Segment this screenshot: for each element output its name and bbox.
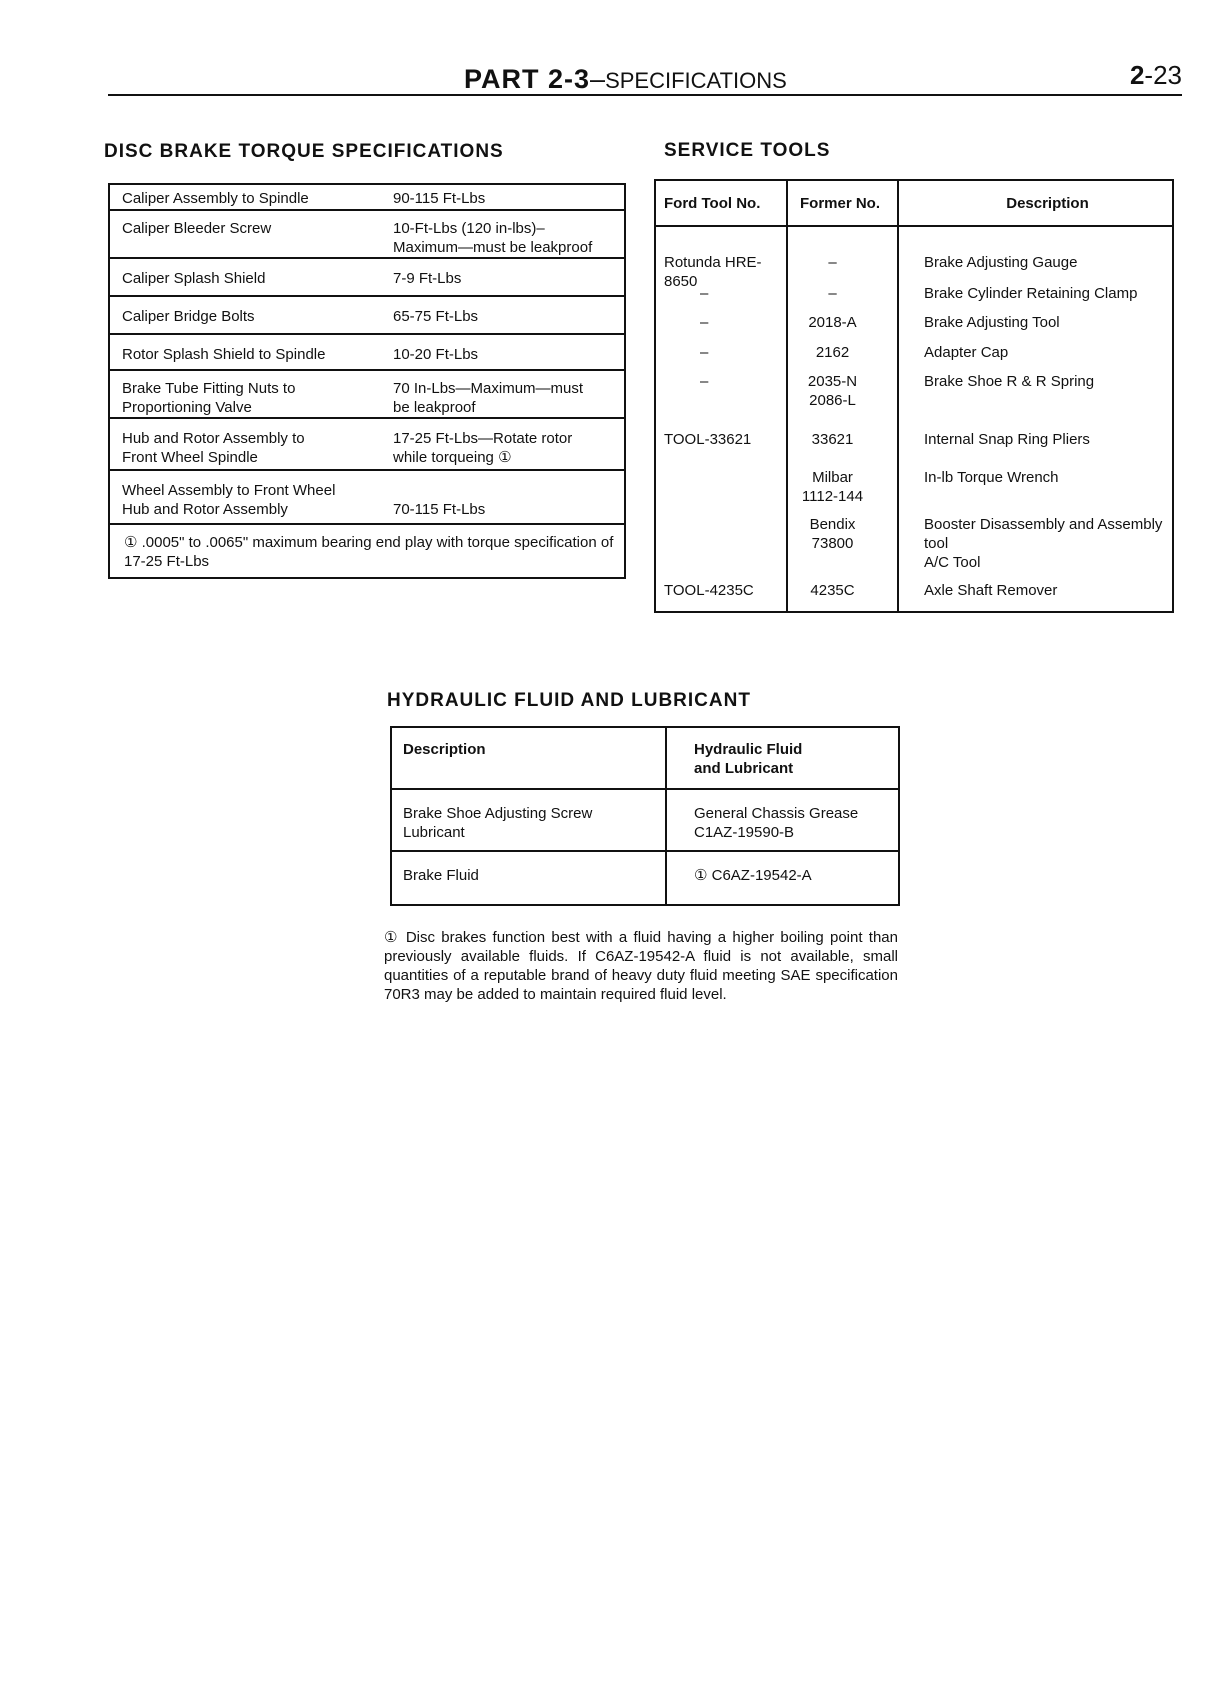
hydraulic-description: Brake Shoe Adjusting Screw Lubricant xyxy=(392,790,667,850)
ford-tool-no xyxy=(656,468,788,506)
hydraulic-description: Brake Fluid xyxy=(392,852,667,904)
column-header: Former No. xyxy=(788,181,899,225)
ford-tool-no: – xyxy=(700,314,709,331)
table-row xyxy=(110,335,624,371)
disc-item: Brake Tube Fitting Nuts to Proportioning Valve xyxy=(122,380,296,416)
former-no: Milbar 1112-144 xyxy=(801,469,864,505)
disc-spec: 70 In-Lbs—Maximum—must be leakproof xyxy=(393,380,584,416)
disc-brake-table xyxy=(108,183,626,579)
ford-tool-no: – xyxy=(700,373,709,390)
ford-tool-no: Rotunda HRE-8650 xyxy=(664,254,762,290)
former-no: 4235C xyxy=(810,582,855,599)
table-row xyxy=(656,343,1172,362)
table-row xyxy=(656,515,1172,572)
table-row xyxy=(110,297,624,335)
disc-spec: 10-Ft-Lbs (120 in-lbs)– Maximum—must be leakproof xyxy=(393,220,593,256)
former-no: Bendix 73800 xyxy=(809,516,856,552)
disc-item: Caliper Bridge Bolts xyxy=(122,308,255,325)
tool-description: Adapter Cap xyxy=(924,344,1009,361)
table-header-row xyxy=(392,728,898,790)
disc-item: Rotor Splash Shield to Spindle xyxy=(122,346,326,363)
disc-item: Hub and Rotor Assembly to Front Wheel Spindle xyxy=(122,430,305,466)
ford-tool-no xyxy=(656,515,788,572)
disc-footnote: ① .0005" to .0065" maximum bearing end play with torque specification of 17-25 Ft-Lbs xyxy=(124,534,614,570)
disc-spec: 65-75 Ft-Lbs xyxy=(393,308,479,325)
table-row xyxy=(656,372,1172,410)
disc-brake-title: DISC BRAKE TORQUE SPECIFICATIONS xyxy=(104,141,504,162)
table-row xyxy=(656,313,1172,332)
hydraulic-title: HYDRAULIC FLUID AND LUBRICANT xyxy=(387,690,751,711)
part-label: PART 2-3 xyxy=(464,64,591,94)
table-row xyxy=(656,581,1172,600)
tool-description: Axle Shaft Remover xyxy=(924,582,1058,599)
tool-description: Brake Adjusting Gauge xyxy=(924,254,1078,271)
tool-description: Booster Disassembly and Assembly tool A/C Tool xyxy=(924,516,1163,571)
former-no: 2035-N 2086-L xyxy=(807,373,858,409)
table-row xyxy=(110,371,624,419)
ford-tool-no: – xyxy=(700,344,709,361)
page-number-bold: 2 xyxy=(1129,60,1145,90)
disc-item: Caliper Splash Shield xyxy=(122,270,266,287)
tool-description: Brake Shoe R & R Spring xyxy=(924,373,1095,390)
column-header: Hydraulic Fluid and Lubricant xyxy=(694,741,803,777)
hydraulic-table xyxy=(390,726,900,906)
column-header: Description xyxy=(392,728,667,788)
hydraulic-footnote: ① Disc brakes function best with a fluid having a higher boiling point than previously available fluids. If C6AZ-19542-A fluid is not available, small quantities of a reputable brand of heavy duty fluid meeting SAE specification 70R3 may be added to maintain required fluid level. xyxy=(384,929,898,1003)
page-number-rest: -23 xyxy=(1144,60,1182,90)
table-row xyxy=(110,185,624,211)
service-tools-body xyxy=(656,227,1172,611)
former-no: – xyxy=(828,285,837,302)
table-row xyxy=(110,471,624,525)
disc-item: Wheel Assembly to Front Wheel Hub and Rotor Assembly xyxy=(122,482,336,518)
page-header xyxy=(108,60,1182,96)
table-row xyxy=(392,852,898,904)
tool-description: Brake Adjusting Tool xyxy=(924,314,1060,331)
table-row xyxy=(110,525,624,577)
page-number xyxy=(1130,60,1182,91)
hydraulic-fluid: General Chassis Grease C1AZ-19590-B xyxy=(694,805,859,841)
service-tools-table xyxy=(654,179,1174,613)
hydraulic-fluid: ① C6AZ-19542-A xyxy=(694,867,812,884)
section-subtitle: SPECIFICATIONS xyxy=(605,68,787,93)
tool-description: Internal Snap Ring Pliers xyxy=(924,431,1090,448)
table-header-row xyxy=(656,181,1172,227)
former-no: – xyxy=(828,254,837,271)
table-row xyxy=(656,468,1172,506)
ford-tool-no: TOOL-4235C xyxy=(664,582,754,599)
title-dash: – xyxy=(590,64,606,94)
table-row xyxy=(110,211,624,259)
page-title xyxy=(464,64,787,95)
service-tools-title: SERVICE TOOLS xyxy=(664,140,831,161)
disc-item: Caliper Bleeder Screw xyxy=(122,220,272,237)
former-no: 2018-A xyxy=(808,314,857,331)
table-row xyxy=(110,419,624,471)
disc-item: Caliper Assembly to Spindle xyxy=(122,190,309,207)
ford-tool-no: TOOL-33621 xyxy=(664,431,752,448)
former-no: 2162 xyxy=(815,344,850,361)
tool-description: Brake Cylinder Retaining Clamp xyxy=(924,285,1138,302)
table-row xyxy=(110,259,624,297)
disc-spec: 10-20 Ft-Lbs xyxy=(393,346,479,363)
disc-spec: 70-115 Ft-Lbs xyxy=(393,501,486,518)
table-row xyxy=(656,430,1172,449)
disc-spec: 90-115 Ft-Lbs xyxy=(393,190,486,207)
former-no: 33621 xyxy=(811,431,854,448)
table-row xyxy=(392,790,898,852)
disc-spec: 17-25 Ft-Lbs—Rotate rotor while torqueing ① xyxy=(393,430,573,466)
table-row xyxy=(656,284,1172,303)
disc-spec: 7-9 Ft-Lbs xyxy=(393,270,462,287)
ford-tool-no: – xyxy=(700,285,709,302)
column-header: Description xyxy=(1006,194,1089,212)
header-divider xyxy=(108,94,1182,96)
column-header: Ford Tool No. xyxy=(656,181,788,225)
tool-description: In-lb Torque Wrench xyxy=(924,469,1059,486)
